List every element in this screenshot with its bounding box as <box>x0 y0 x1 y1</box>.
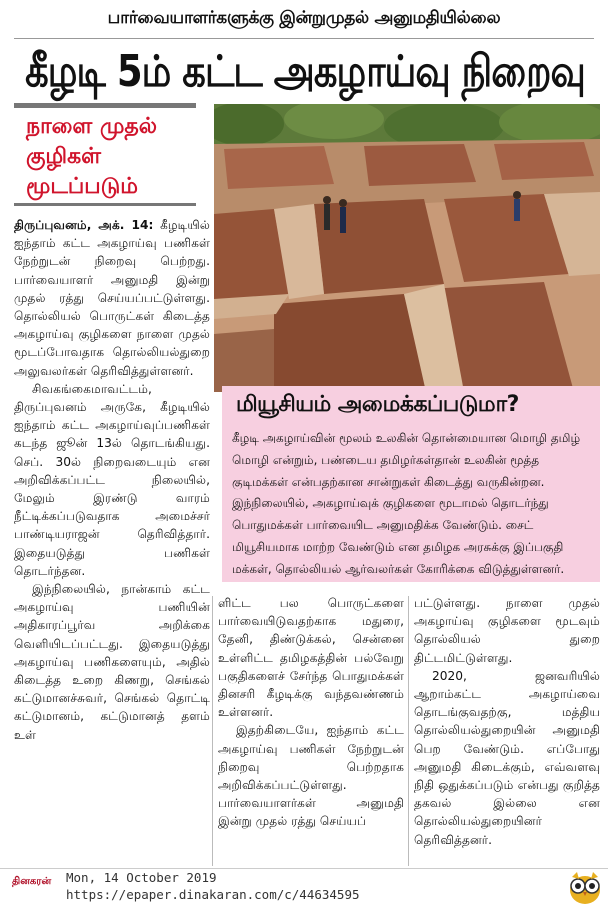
paragraph: சிவகங்கைமாவட்டம், திருப்புவனம் அருகே, கீழடியில் ஐந்தாம் கட்ட அகழாய்வுப்பணிகள் கடந்த ஜூன் 13ல் தொடங்கியது. செப். 30ல் நிறைவடையும் என அறிவிக்கப்பட்ட நிலையில், மேலும் இரண்டு வாரம் நீட்டிக்கப்படுவதாக அமைச்சர் பாண்டியராஜன் தெரிவித்தார். இதையடுத்து பணிகள் தொடர்ந்தன. <box>14 381 210 578</box>
article-column-1 <box>14 216 210 744</box>
dinakaran-logo: தினகரன் <box>12 876 56 894</box>
footer-divider <box>0 868 608 869</box>
paragraph: ளிட்ட பல பொருட்களை பார்வையிடுவதற்காக மதுரை, தேனி, திண்டுக்கல், சென்னை உள்ளிட்ட தமிழகத்தின் பல்வேறு பகுதிகளைச் சேர்ந்த பொதுமக்கள் தினசரி கீழடிக்கு வந்தவண்ணம் உள்ளனர். <box>218 596 404 720</box>
divider <box>14 103 196 108</box>
article-column-2 <box>218 594 404 831</box>
main-headline: கீழடி 5ம் கட்ட அகழாய்வு நிறைவு <box>25 46 585 97</box>
subhead-line: மூடப்படும் <box>26 174 138 199</box>
article-url[interactable]: https://epaper.dinakaran.com/c/44634595 <box>66 887 360 902</box>
article-column-3 <box>414 594 600 849</box>
subhead-line: குழிகள் <box>26 144 102 169</box>
subheadline <box>26 112 196 202</box>
sidebar-title: மியூசியம் அமைக்கப்படுமா? <box>236 392 519 417</box>
column-divider <box>212 596 213 866</box>
owl-icon <box>566 868 604 906</box>
edition-date: Mon, 14 October 2019 <box>66 870 217 885</box>
divider <box>14 203 196 206</box>
paragraph: பட்டுள்ளது. நாளை முதல் அகழாய்வு குழிகளை மூடவும் தொல்லியல் துறை திட்டமிட்டுள்ளது. <box>414 596 600 665</box>
kicker-headline: பார்வையாளர்களுக்கு இன்றுமுதல் அனுமதியில்லை <box>107 8 501 28</box>
paragraph: இந்நிலையில், நான்காம் கட்ட அகழாய்வு பணியின் அதிகாரப்பூர்வ அறிக்கை வெளியிடப்பட்டது. இதையடுத்து அகழாய்வு பணிகளையும், அதில் கிடைத்த உறை கிணறு, செங்கல் கட்டுமானச்சுவர், செங்கல் தொட்டி கட்டுமானம், கட்டுமானத் தளம் உள் <box>14 582 210 742</box>
sidebar-body: கீழடி அகழாய்வின் மூலம் உலகின் தொன்மையான மொழி தமிழ் மொழி என்றும், பண்டைய தமிழர்கள்தான் உலகின் மூத்த குடிமக்கள் என்பதற்கான சான்றுகள் கிடைத்து வருகின்றன. இந்நிலையில், அகழாய்வுக் குழிகளை மூடாமல் தொடர்ந்து பொதுமக்கள் பார்வையிட அனுமதிக்க வேண்டும். சைட் மியூசியமாக மாற்ற வேண்டும் என தமிழக அரசுக்கு இப்பகுதி மக்கள், தொல்லியல் ஆர்வலர்கள் கோரிக்கை விடுத்துள்ளனர். <box>232 431 581 576</box>
paragraph: கீழடியில் ஐந்தாம் கட்ட அகழாய்வு பணிகள் நேற்றுடன் நிறைவு பெற்றது. பார்வையாளர் அனுமதி இன்று முதல் ரத்து செய்யப்பட்டுள்ளது. தொல்லியல் பொருட்கள் கிடைத்த அகழாய்வு குழிகளை நாளை முதல் மூடப்போவதாக தொல்லியல்துறை அலுவலர்கள் தெரிவித்துள்ளனர். <box>14 218 210 378</box>
dateline: திருப்புவனம், அக். 14: <box>14 218 154 232</box>
paragraph: இதற்கிடையே, ஐந்தாம் கட்ட அகழாய்வு பணிகள் நேற்றுடன் நிறைவு பெற்றதாக அறிவிக்கப்பட்டுள்ளது. பார்வையாளர்கள் அனுமதி இன்று முதல் ரத்து செய்யப் <box>218 723 404 829</box>
paragraph: 2020, ஜனவரியில் ஆறாம்கட்ட அகழாய்வை தொடங்குவதற்கு, மத்திய தொல்லியல்துறையின் அனுமதி பெற வேண்டும். எப்போது அனுமதி கிடைக்கும், எவ்வளவு நிதி ஒதுக்கப்படும் என்பது குறித்த தகவல் இல்லை என தொல்லியல்துறையினர் தெரிவித்தனர். <box>414 668 600 847</box>
subhead-line: நாளை முதல் <box>26 114 157 139</box>
excavation-site-photo <box>214 104 600 392</box>
column-divider <box>408 596 409 866</box>
